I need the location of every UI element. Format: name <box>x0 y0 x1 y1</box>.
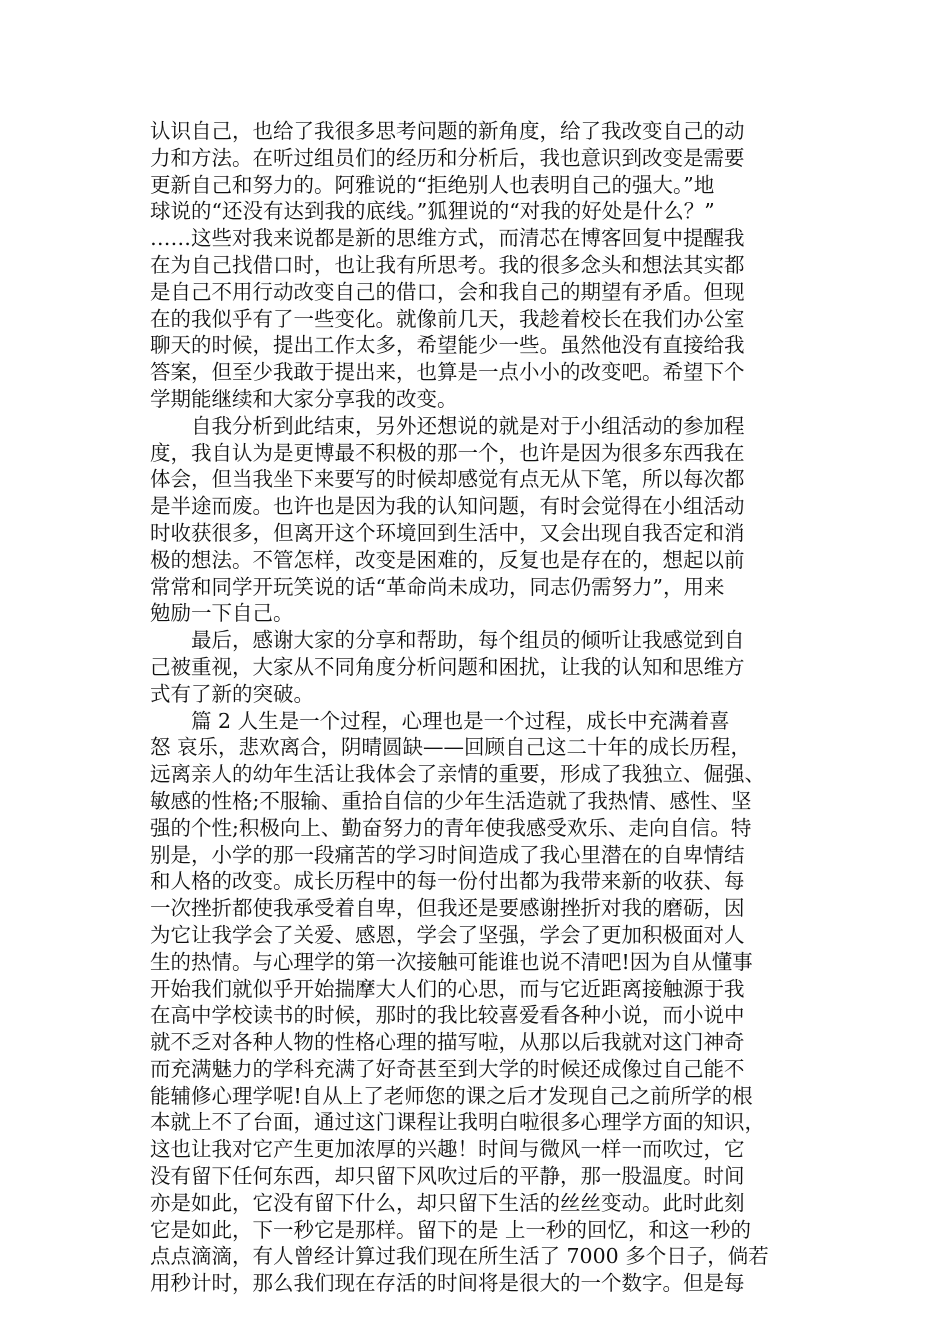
text-line: 用秒计时，那么我们现在存活的时间将是很大的一个数字。但是每 <box>150 1271 745 1296</box>
text-line: 认识自己，也给了我很多思考问题的新角度，给了我改变自己的动 <box>150 119 745 143</box>
text-line: 和人格的改变。成长历程中的每一份付出都为我带来新的收获、每 <box>150 869 745 894</box>
text-line: 没有留下任何东西，却只留下风吹过后的平静，那一股温度。时间 <box>150 1164 745 1189</box>
text-line: 生的热情。与心理学的第一次接触可能谁也说不清吧!因为自从懂事 <box>150 949 753 974</box>
text-line: 聊天的时候，提出工作太多，希望能少一些。虽然他没有直接给我 <box>150 333 745 358</box>
text-line: 己被重视，大家从不同角度分析问题和困扰，让我的认知和思维方 <box>150 654 745 679</box>
text-line: 在的我似乎有了一些变化。就像前几天，我趁着校长在我们办公室 <box>150 306 745 331</box>
text-line: 答案，但至少我敢于提出来，也算是一点小小的改变吧。希望下个 <box>150 360 745 385</box>
text-line: 更新自己和努力的。阿雅说的“拒绝别人也表明自己的强大。”地 <box>150 172 715 197</box>
text-line: 学期能继续和大家分享我的改变。 <box>150 386 458 411</box>
text-line: 力和方法。在听过组员们的经历和分析后，我也意识到改变是需要 <box>150 145 745 170</box>
text-line: 勉励一下自己。 <box>150 601 294 626</box>
text-line: 远离亲人的幼年生活让我体会了亲情的重要，形成了我独立、倔强、 <box>150 762 765 787</box>
paragraph-start-line: 自我分析到此结束，另外还想说的就是对于小组活动的参加程 <box>150 413 745 438</box>
paragraph-start-line: 篇 2 人生是一个过程，心理也是一个过程，成长中充满着喜 <box>150 708 730 733</box>
text-line: 能辅修心理学呢!自从上了老师您的课之后才发现自己之前所学的根 <box>150 1083 753 1108</box>
paragraph-start-line: 最后，感谢大家的分享和帮助，每个组员的倾听让我感觉到自 <box>150 628 745 653</box>
text-line: 是半途而废。也许也是因为我的认知问题，有时会觉得在小组活动 <box>150 494 745 519</box>
text-line: ……这些对我来说都是新的思维方式，而清芯在博客回复中提醒我 <box>150 226 745 251</box>
text-line: 它是如此，下一秒它是那样。留下的是 上一秒的回忆，和这一秒的 <box>150 1217 752 1242</box>
text-line: 常常和同学开玩笑说的话“革命尚未成功，同志仍需努力”，用来 <box>150 574 725 599</box>
body-text <box>150 118 820 1297</box>
text-line: 是自己不用行动改变自己的借口，会和我自己的期望有矛盾。但现 <box>150 279 745 304</box>
text-line: 时收获很多，但离开这个环境回到生活中，又会出现自我否定和消 <box>150 520 745 545</box>
text-line: 一次挫折都使我承受着自卑，但我还是要感谢挫折对我的磨砺，因 <box>150 896 745 921</box>
text-line: 就不乏对各种人物的性格心理的描写啦，从那以后我就对这门神奇 <box>150 1030 745 1055</box>
text-line: 亦是如此，它没有留下什么，却只留下生活的丝丝变动。此时此刻 <box>150 1190 745 1215</box>
text-line: 体会，但当我坐下来要写的时候却感觉有点无从下笔，所以每次都 <box>150 467 745 492</box>
text-line: 球说的“还没有达到我的底线。”狐狸说的“对我的好处是什么？” <box>150 199 715 224</box>
text-line: 别是，小学的那一段痛苦的学习时间造成了我心里潜在的自卑情结 <box>150 842 745 867</box>
text-line: 强的个性;积极向上、勤奋努力的青年使我感受欢乐、走向自信。特 <box>150 815 752 840</box>
text-line: 在高中学校读书的时候，那时的我比较喜爱看各种小说，而小说中 <box>150 1003 745 1028</box>
text-line: 本就上不了台面，通过这门课程让我明白啦很多心理学方面的知识， <box>150 1110 765 1135</box>
text-line: 怒 哀乐，悲欢离合，阴晴圆缺——回顾自己这二十年的成长历程， <box>150 735 752 760</box>
text-line: 开始我们就似乎开始揣摩大人们的心思，而与它近距离接触源于我 <box>150 976 745 1001</box>
text-line: 为它让我学会了关爱、感恩，学会了坚强，学会了更加积极面对人 <box>150 922 745 947</box>
text-line: 式有了新的突破。 <box>150 681 314 706</box>
text-line: 在为自己找借口时，也让我有所思考。我的很多念头和想法其实都 <box>150 252 745 277</box>
text-line: 敏感的性格;不服输、重拾自信的少年生活造就了我热情、感性、坚 <box>150 788 752 813</box>
text-line: 点点滴滴，有人曾经计算过我们现在所生活了 7000 多个日子，倘若 <box>150 1244 769 1269</box>
text-line: 极的想法。不管怎样，改变是困难的，反复也是存在的，想起以前 <box>150 547 745 572</box>
text-line: 而充满魅力的学科充满了好奇甚至到大学的时候还成像过自己能不 <box>150 1056 745 1081</box>
text-line: 这也让我对它产生更加浓厚的兴趣！时间与微风一样一而吹过，它 <box>150 1137 745 1162</box>
text-line: 度，我自认为是更博最不积极的那一个，也许是因为很多东西我在 <box>150 440 745 465</box>
